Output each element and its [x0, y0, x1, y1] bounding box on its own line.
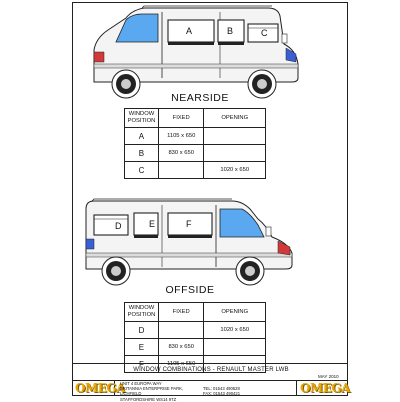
table-row	[125, 339, 266, 356]
offside-title: OFFSIDE	[165, 284, 215, 296]
cell-fixed	[158, 162, 204, 179]
cell-fixed: 830 x 650	[158, 339, 204, 356]
address-line: UNIT 4 EUROPA WAY	[120, 381, 162, 386]
table-header	[125, 303, 266, 322]
header-position: WINDOW POSITION	[125, 109, 159, 128]
footer-top-rule	[72, 363, 348, 364]
cell-position: E	[125, 339, 159, 356]
footer-title: WINDOW COMBINATIONS - RENAULT MASTER LWB	[133, 367, 289, 373]
header-fixed: FIXED	[158, 109, 204, 128]
cell-fixed: 1105 x 650	[158, 356, 204, 373]
offside-van	[82, 195, 296, 287]
header-opening: OPENING	[204, 109, 266, 128]
cell-position: A	[125, 128, 159, 145]
header-position: WINDOW POSITION	[125, 303, 159, 322]
address-line: LICHFIELD	[120, 391, 142, 397]
cell-opening	[204, 145, 266, 162]
footer-divider-right	[296, 380, 297, 396]
cell-position: C	[125, 162, 159, 179]
cell-fixed: 1105 x 650	[158, 128, 204, 145]
window-label-e: E	[149, 219, 156, 229]
cell-opening: 1020 x 650	[204, 162, 266, 179]
cell-opening: 1020 x 650	[204, 322, 266, 339]
table-row	[125, 322, 266, 339]
cell-opening	[204, 128, 266, 145]
window-label-a: A	[186, 26, 193, 36]
window-label-d: D	[115, 221, 122, 231]
phone-line: TEL: 01543 490628	[203, 386, 240, 391]
company-phones	[203, 386, 240, 396]
address-line: BRITANNIA ENTERPRISE PARK,	[120, 386, 184, 392]
phone-line: FAX: 01543 490421	[203, 391, 241, 397]
table-row	[125, 162, 266, 179]
table-header	[125, 109, 266, 128]
footer-date: MAY 2010	[318, 374, 339, 379]
company-address	[120, 381, 183, 402]
header-opening: OPENING	[204, 303, 266, 322]
cell-position: D	[125, 322, 159, 339]
window-label-b: B	[227, 26, 234, 36]
window-label-c: C	[261, 28, 268, 38]
omega-logo-left: OMEGA	[75, 381, 125, 395]
cell-fixed	[158, 322, 204, 339]
omega-logo-right: OMEGA	[300, 381, 350, 395]
header-fixed: FIXED	[158, 303, 204, 322]
table-row	[125, 128, 266, 145]
nearside-title: NEARSIDE	[171, 92, 229, 104]
address-line: STAFFORDSHIRE WS14 9TZ	[120, 396, 177, 402]
nearside-window-table	[124, 108, 266, 179]
cell-position: B	[125, 145, 159, 162]
window-label-f: F	[186, 219, 192, 229]
nearside-van	[86, 4, 300, 104]
cell-fixed: 830 x 650	[158, 145, 204, 162]
cell-opening	[204, 339, 266, 356]
cell-position: F	[125, 356, 159, 373]
table-row	[125, 145, 266, 162]
